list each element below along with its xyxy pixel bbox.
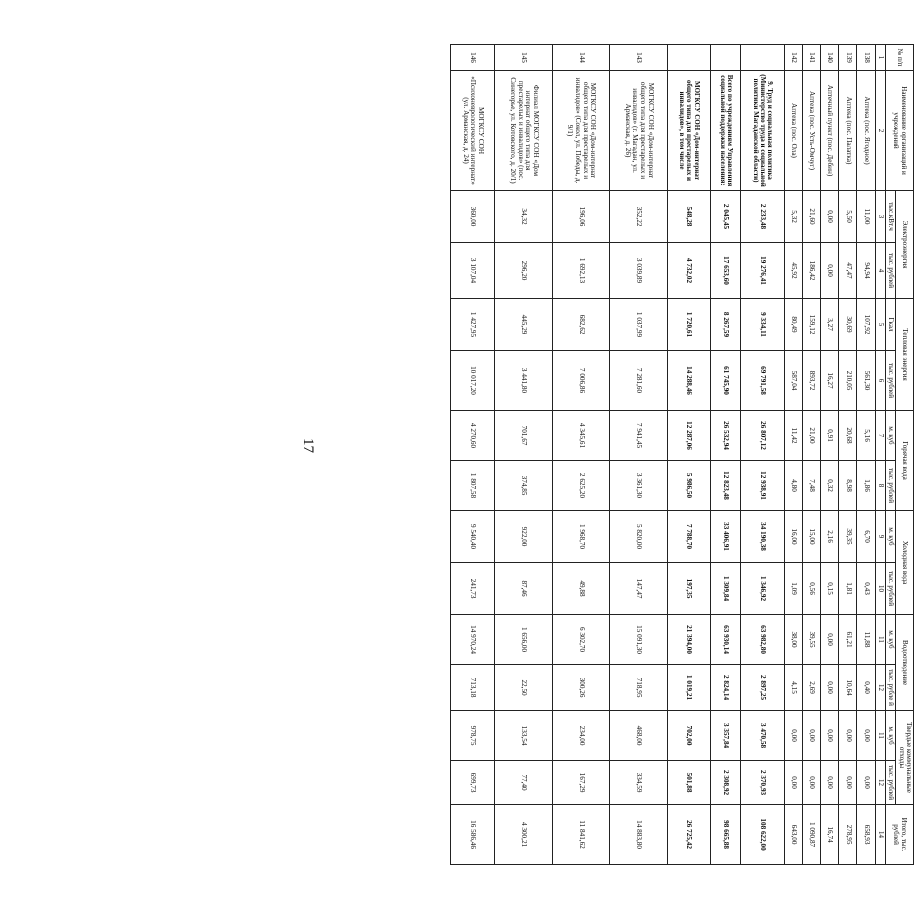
value-cell: 0,91 xyxy=(820,411,838,461)
value-cell: 374,85 xyxy=(495,461,552,511)
value-cell: 893,72 xyxy=(802,351,820,411)
value-cell: 5,32 xyxy=(784,191,802,243)
value-cell: 15 091,30 xyxy=(610,615,667,665)
value-cell: 7 281,60 xyxy=(610,351,667,411)
value-cell: 682,62 xyxy=(552,299,609,351)
column-number: 3 xyxy=(875,191,885,243)
value-cell: 0,00 xyxy=(839,761,857,805)
value-cell: 133,54 xyxy=(495,711,552,761)
header-electricity: Электроэнергия xyxy=(896,191,914,299)
value-cell: 0,00 xyxy=(802,711,820,761)
table-row xyxy=(451,45,495,865)
value-cell: 2,16 xyxy=(820,511,838,563)
column-number: 11 xyxy=(875,615,885,665)
value-cell: 0,00 xyxy=(784,761,802,805)
value-cell: 0,40 xyxy=(857,665,875,711)
value-cell: 334,59 xyxy=(610,761,667,805)
row-number xyxy=(741,45,784,71)
row-number: 139 xyxy=(839,45,857,71)
table-row xyxy=(784,45,802,865)
value-cell: 0,00 xyxy=(820,711,838,761)
value-cell: 3 441,80 xyxy=(495,351,552,411)
value-cell: 2 045,45 xyxy=(710,191,741,243)
unit-rub: тыс. рубле й xyxy=(885,665,895,711)
value-cell: 98 665,88 xyxy=(710,805,741,865)
value-cell: 12 287,06 xyxy=(667,411,710,461)
value-cell: 16,74 xyxy=(820,805,838,865)
value-cell: 0,00 xyxy=(820,615,838,665)
value-cell: 7 788,70 xyxy=(667,511,710,563)
row-number: 145 xyxy=(495,45,552,71)
header-row-groups xyxy=(896,45,914,865)
value-cell: 701,67 xyxy=(495,411,552,461)
value-cell: 713,18 xyxy=(451,665,495,711)
table-body xyxy=(451,45,876,865)
value-cell: 360,00 xyxy=(451,191,495,243)
value-cell: 8 267,59 xyxy=(710,299,741,351)
value-cell: 2 897,25 xyxy=(741,665,784,711)
row-name: МОГКСУ СОН «Дом-интернат общего типа для престарелых и инвалидов» (г. Магадан, ул. Арманская, д. 26) xyxy=(610,71,667,191)
value-cell: 5 986,50 xyxy=(667,461,710,511)
value-cell: 2,69 xyxy=(802,665,820,711)
table-row xyxy=(857,45,875,865)
value-cell: 1 037,99 xyxy=(610,299,667,351)
column-number: 9 xyxy=(875,511,885,563)
value-cell: 47,47 xyxy=(839,243,857,299)
row-number: 143 xyxy=(610,45,667,71)
value-cell: 26 532,94 xyxy=(710,411,741,461)
row-number: 138 xyxy=(857,45,875,71)
value-cell: 80,49 xyxy=(784,299,802,351)
value-cell: 16,27 xyxy=(820,351,838,411)
utilities-table xyxy=(450,44,914,865)
value-cell: 0,15 xyxy=(820,563,838,615)
value-cell: 33 406,91 xyxy=(710,511,741,563)
value-cell: 11,00 xyxy=(857,191,875,243)
value-cell: 21,00 xyxy=(802,411,820,461)
unit-kwh: тыс.кВт.ч xyxy=(885,191,895,243)
row-name: Всего по учреждениям Управления социальной поддержки населения: xyxy=(710,71,741,191)
value-cell: 658,93 xyxy=(857,805,875,865)
value-cell: 34 190,38 xyxy=(741,511,784,563)
page-number: 17 xyxy=(300,438,316,453)
value-cell: 5 820,00 xyxy=(610,511,667,563)
value-cell: 8,98 xyxy=(839,461,857,511)
value-cell: 2 233,48 xyxy=(741,191,784,243)
row-number: 141 xyxy=(802,45,820,71)
value-cell: 186,42 xyxy=(802,243,820,299)
unit-m3: м. куб xyxy=(885,711,895,761)
value-cell: 22,50 xyxy=(495,665,552,711)
column-number: 2 xyxy=(875,71,885,191)
table-row xyxy=(802,45,820,865)
header-hot-water: Горячая вода xyxy=(896,411,914,511)
value-cell: 0,43 xyxy=(857,563,875,615)
value-cell: 0,00 xyxy=(820,665,838,711)
value-cell: 278,95 xyxy=(839,805,857,865)
value-cell: 9 540,40 xyxy=(451,511,495,563)
value-cell: 4 300,21 xyxy=(495,805,552,865)
value-cell: 0,00 xyxy=(857,711,875,761)
value-cell: 26 807,12 xyxy=(741,411,784,461)
unit-rub: тыс. рублей xyxy=(885,243,895,299)
value-cell: 14 970,24 xyxy=(451,615,495,665)
value-cell: 10 017,20 xyxy=(451,351,495,411)
value-cell: 702,00 xyxy=(667,711,710,761)
value-cell: 10,64 xyxy=(839,665,857,711)
value-cell: 0,56 xyxy=(802,563,820,615)
value-cell: 0,00 xyxy=(802,761,820,805)
column-number: 11 xyxy=(875,711,885,761)
header-num: № п/п xyxy=(885,45,913,71)
table-row xyxy=(820,45,838,865)
value-cell: 1 309,84 xyxy=(710,563,741,615)
value-cell: 1 427,95 xyxy=(451,299,495,351)
value-cell: 14 883,80 xyxy=(610,805,667,865)
unit-rub: тыс. рублей xyxy=(885,563,895,615)
column-number: 5 xyxy=(875,299,885,351)
header-total: Итого, тыс. рублей xyxy=(885,805,913,865)
value-cell: 30,69 xyxy=(839,299,857,351)
header-drainage: Водоотведение xyxy=(896,615,914,711)
value-cell: 922,00 xyxy=(495,511,552,563)
value-cell: 1 346,92 xyxy=(741,563,784,615)
value-cell: 2 824,14 xyxy=(710,665,741,711)
value-cell: 352,22 xyxy=(610,191,667,243)
unit-m3: м. куб xyxy=(885,615,895,665)
value-cell: 1,81 xyxy=(839,563,857,615)
table-row xyxy=(552,45,609,865)
value-cell: 107,92 xyxy=(857,299,875,351)
value-cell: 296,20 xyxy=(495,243,552,299)
row-name: Аптека (пос. Палатка) xyxy=(839,71,857,191)
value-cell: 4 345,61 xyxy=(552,411,609,461)
value-cell: 94,94 xyxy=(857,243,875,299)
value-cell: 15,00 xyxy=(802,511,820,563)
table-row xyxy=(710,45,741,865)
row-number xyxy=(710,45,741,71)
value-cell: 445,29 xyxy=(495,299,552,351)
header-name: Наименование организаций и учреждений xyxy=(885,71,913,191)
value-cell: 16 586,46 xyxy=(451,805,495,865)
value-cell: 1 019,21 xyxy=(667,665,710,711)
value-cell: 61,21 xyxy=(839,615,857,665)
value-cell: 12 823,48 xyxy=(710,461,741,511)
value-cell: 7 006,86 xyxy=(552,351,609,411)
value-cell: 69 791,58 xyxy=(741,351,784,411)
row-number: 140 xyxy=(820,45,838,71)
value-cell: 300,26 xyxy=(552,665,609,711)
row-number: 144 xyxy=(552,45,609,71)
value-cell: 4,80 xyxy=(784,461,802,511)
header-solid-waste: Твердые коммунальные отходы xyxy=(896,711,914,805)
value-cell: 3 039,89 xyxy=(610,243,667,299)
value-cell: 108 622,00 xyxy=(741,805,784,865)
value-cell: 4 270,60 xyxy=(451,411,495,461)
value-cell: 87,46 xyxy=(495,563,552,615)
value-cell: 45,92 xyxy=(784,243,802,299)
value-cell: 11 841,62 xyxy=(552,805,609,865)
table-row xyxy=(667,45,710,865)
column-number-row xyxy=(875,45,885,865)
value-cell: 241,73 xyxy=(451,563,495,615)
value-cell: 20,68 xyxy=(839,411,857,461)
row-name: Аптека (пос. Усть-Омчуг) xyxy=(802,71,820,191)
value-cell: 77,40 xyxy=(495,761,552,805)
value-cell: 1 807,58 xyxy=(451,461,495,511)
column-number: 1 xyxy=(875,45,885,71)
value-cell: 3 470,58 xyxy=(741,711,784,761)
value-cell: 61 745,90 xyxy=(710,351,741,411)
value-cell: 196,06 xyxy=(552,191,609,243)
value-cell: 5,16 xyxy=(857,411,875,461)
column-number: 7 xyxy=(875,411,885,461)
value-cell: 167,29 xyxy=(552,761,609,805)
rotated-table-container xyxy=(450,44,914,864)
row-name: Аптека (пос. Ягодное) xyxy=(857,71,875,191)
table-row xyxy=(741,45,784,865)
value-cell: 17 653,60 xyxy=(710,243,741,299)
value-cell: 21,60 xyxy=(802,191,820,243)
value-cell: 39,55 xyxy=(802,615,820,665)
value-cell: 4 732,02 xyxy=(667,243,710,299)
value-cell: 6,70 xyxy=(857,511,875,563)
value-cell: 643,00 xyxy=(784,805,802,865)
value-cell: 0,00 xyxy=(839,711,857,761)
column-number: 4 xyxy=(875,243,885,299)
value-cell: 7,48 xyxy=(802,461,820,511)
column-number: 8 xyxy=(875,461,885,511)
value-cell: 3 361,30 xyxy=(610,461,667,511)
table-row xyxy=(839,45,857,865)
value-cell: 5,50 xyxy=(839,191,857,243)
row-number xyxy=(667,45,710,71)
value-cell: 9 334,11 xyxy=(741,299,784,351)
value-cell: 699,73 xyxy=(451,761,495,805)
table-row xyxy=(610,45,667,865)
unit-rub: тыс. рублей xyxy=(885,461,895,511)
value-cell: 11,88 xyxy=(857,615,875,665)
column-number: 10 xyxy=(875,563,885,615)
value-cell: 3 107,04 xyxy=(451,243,495,299)
value-cell: 1,09 xyxy=(784,563,802,615)
column-number: 14 xyxy=(875,805,885,865)
value-cell: 2 308,92 xyxy=(710,761,741,805)
value-cell: 0,00 xyxy=(784,711,802,761)
value-cell: 718,95 xyxy=(610,665,667,711)
row-number: 146 xyxy=(451,45,495,71)
row-number: 142 xyxy=(784,45,802,71)
value-cell: 2 625,20 xyxy=(552,461,609,511)
row-name: Аптека (пос. Ола) xyxy=(784,71,802,191)
value-cell: 561,30 xyxy=(857,351,875,411)
value-cell: 468,00 xyxy=(610,711,667,761)
value-cell: 0,00 xyxy=(820,243,838,299)
value-cell: 38,00 xyxy=(784,615,802,665)
value-cell: 11,42 xyxy=(784,411,802,461)
unit-rub: тыс. рублей xyxy=(885,351,895,411)
row-name: МОГКСУ СОН «Психоневрологический интернат» (ул. Арманская, д. 24) xyxy=(451,71,495,191)
value-cell: 16,00 xyxy=(784,511,802,563)
column-number: 12 xyxy=(875,761,885,805)
value-cell: 147,47 xyxy=(610,563,667,615)
header-cold-water: Холодная вода xyxy=(896,511,914,615)
value-cell: 39,35 xyxy=(839,511,857,563)
value-cell: 1 692,13 xyxy=(552,243,609,299)
value-cell: 159,12 xyxy=(802,299,820,351)
value-cell: 1 720,61 xyxy=(667,299,710,351)
unit-m3: м. куб xyxy=(885,511,895,563)
value-cell: 548,28 xyxy=(667,191,710,243)
value-cell: 14 288,46 xyxy=(667,351,710,411)
unit-m3: м. куб xyxy=(885,411,895,461)
value-cell: 7 941,45 xyxy=(610,411,667,461)
row-name: Филиал МОГКСУ СОН «Дом интернат общего типа для престарелых и инвалидов» (пос. Синегорье, ул. Котовского, д. 20/1) xyxy=(495,71,552,191)
value-cell: 1 090,87 xyxy=(802,805,820,865)
header-heat: Тепловая энергия xyxy=(896,299,914,411)
column-number: 6 xyxy=(875,351,885,411)
value-cell: 1 656,00 xyxy=(495,615,552,665)
row-name: МОГКСУ СОН «Дом-интернат общего типа для престарелых и инвалидов» (Сокол, ул. Победы, д. 9/1) xyxy=(552,71,609,191)
value-cell: 12 938,91 xyxy=(741,461,784,511)
value-cell: 26 725,42 xyxy=(667,805,710,865)
value-cell: 19 276,41 xyxy=(741,243,784,299)
value-cell: 2 370,93 xyxy=(741,761,784,805)
row-name: 9. Труд и социальная политика (Министерство труда и социальной политики Магаданской области) xyxy=(741,71,784,191)
value-cell: 63 930,14 xyxy=(710,615,741,665)
value-cell: 210,05 xyxy=(839,351,857,411)
unit-gcal: Гкал xyxy=(885,299,895,351)
value-cell: 234,00 xyxy=(552,711,609,761)
value-cell: 0,00 xyxy=(820,761,838,805)
value-cell: 0,32 xyxy=(820,461,838,511)
value-cell: 6 302,70 xyxy=(552,615,609,665)
value-cell: 0,00 xyxy=(857,761,875,805)
value-cell: 3,27 xyxy=(820,299,838,351)
value-cell: 63 982,80 xyxy=(741,615,784,665)
value-cell: 587,04 xyxy=(784,351,802,411)
value-cell: 3 357,84 xyxy=(710,711,741,761)
value-cell: 1,86 xyxy=(857,461,875,511)
value-cell: 501,88 xyxy=(667,761,710,805)
row-name: МОГКСУ СОН «Дом-интернат общего типа для престарелых и инвалидов», в том числе xyxy=(667,71,710,191)
value-cell: 978,75 xyxy=(451,711,495,761)
row-name: Аптечный пункт (пос. Дебин) xyxy=(820,71,838,191)
table-row xyxy=(495,45,552,865)
column-number: 12 xyxy=(875,665,885,711)
value-cell: 0,00 xyxy=(820,191,838,243)
value-cell: 197,35 xyxy=(667,563,710,615)
value-cell: 49,88 xyxy=(552,563,609,615)
value-cell: 4,15 xyxy=(784,665,802,711)
value-cell: 1 968,70 xyxy=(552,511,609,563)
unit-rub: тыс. рублей xyxy=(885,761,895,805)
value-cell: 34,32 xyxy=(495,191,552,243)
value-cell: 21 394,00 xyxy=(667,615,710,665)
